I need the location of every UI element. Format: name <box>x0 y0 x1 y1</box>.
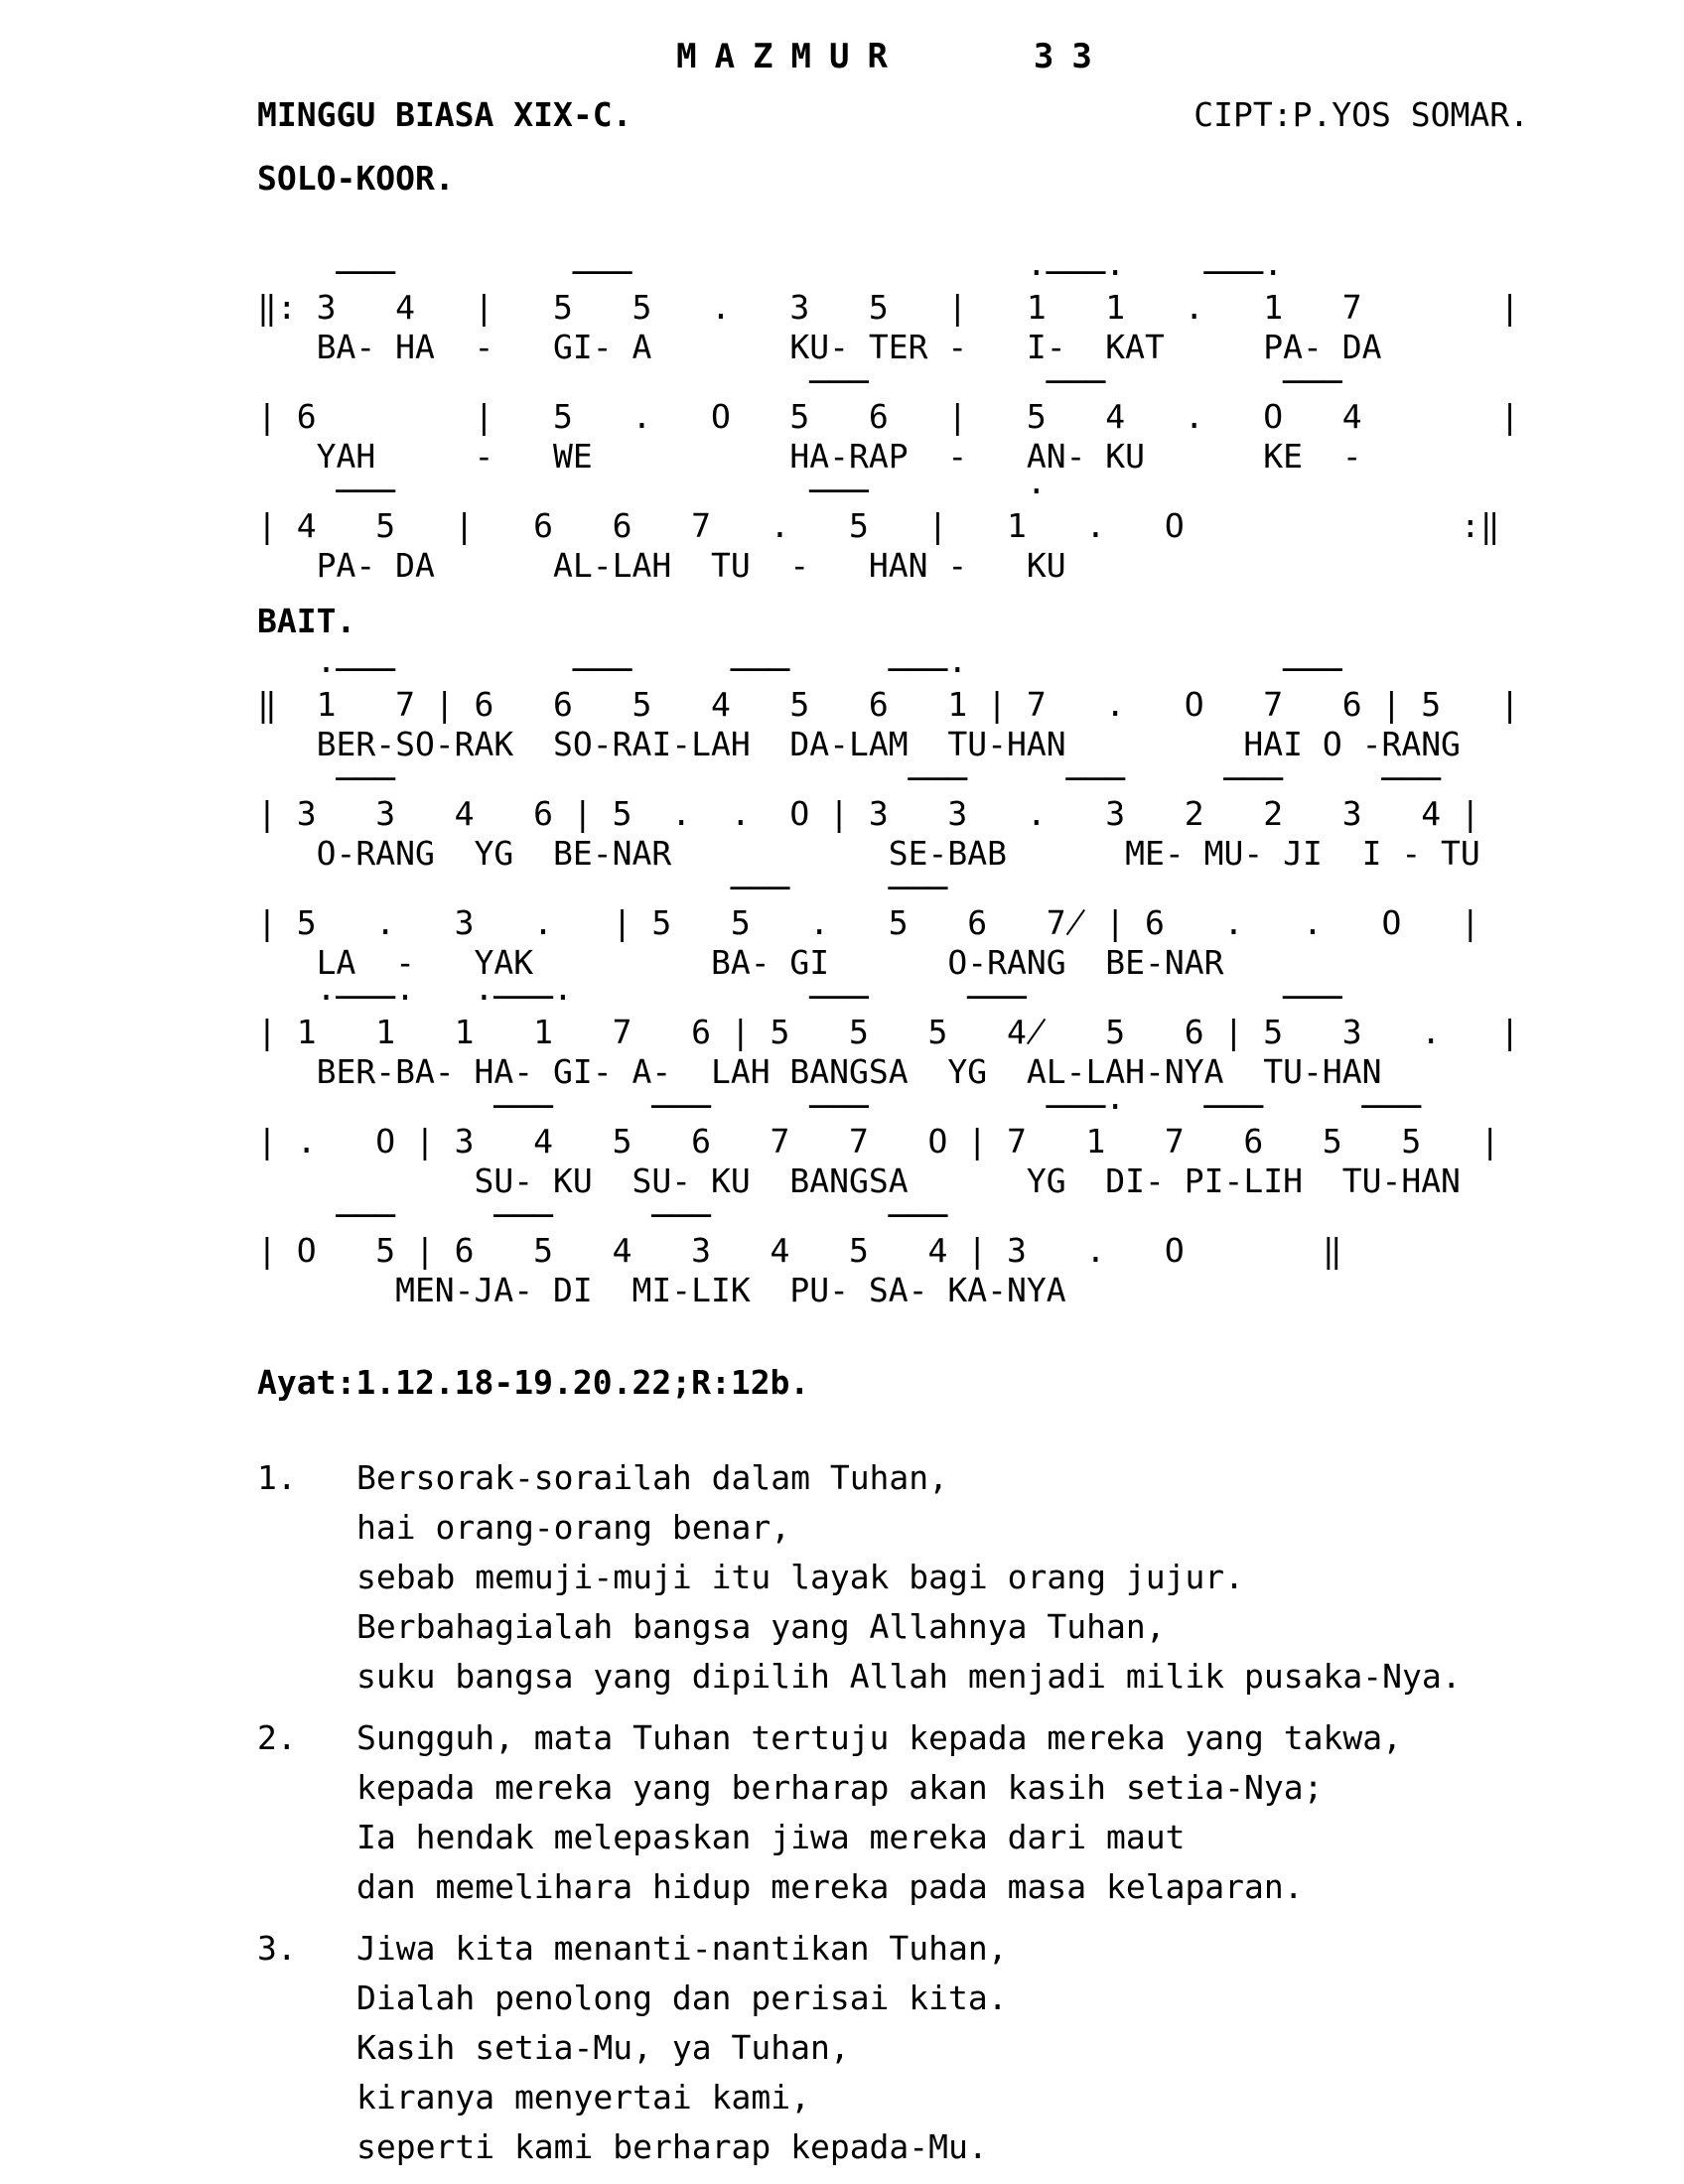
beam-octave-marks-row: ─── ─── ─── <box>257 362 1342 401</box>
verse-line: Berbahagialah bangsa yang Allahnya Tuhan, <box>356 1607 1166 1646</box>
verse-line: kiranya menyertai kami, <box>356 2078 810 2116</box>
music-system-bait-6 <box>257 1196 1529 1310</box>
beam-octave-marks-row: ─── ─── <box>257 869 948 907</box>
beam-octave-marks-row: ─── ─── ·───· ───· <box>257 253 1284 292</box>
number-notation-row: | 5 . 3 . | 5 5 . 5 6 7̸ | 6 . . O | <box>257 903 1480 942</box>
bait-section-label: BAIT. <box>257 602 356 640</box>
number-notation-row: | O 5 | 6 5 4 3 4 5 4 | 3 . O ‖ <box>257 1231 1342 1270</box>
verse-lines <box>356 1713 1529 1912</box>
verse-number: 2. <box>257 1718 297 1757</box>
solo-koor-section-label: SOLO-KOOR. <box>257 159 455 198</box>
verse-3 <box>257 1924 1529 2172</box>
lyrics-row: MEN-JA- DI MI-LIK PU- SA- KA-NYA <box>257 1271 1066 1309</box>
music-system-solo-2 <box>257 362 1529 477</box>
lyrics-row: YAH - WE HA-RAP - AN- KU KE - <box>257 437 1362 476</box>
beam-octave-marks-row: ─── ─── · <box>257 472 1047 510</box>
lyrics-row: BER-SO-RAK SO-RAI-LAH DA-LAM TU-HAN HAI O -RANG <box>257 725 1461 763</box>
verse-number: 1. <box>257 1458 297 1497</box>
beam-octave-marks-row: ─── ─── ─── ───· ─── ─── <box>257 1087 1422 1126</box>
lyrics-row: SU- KU SU- KU BANGSA YG DI- PI-LIH TU-HAN <box>257 1161 1461 1200</box>
beam-octave-marks-row: ─── ─── ─── ─── ─── <box>257 759 1442 798</box>
music-system-solo-3 <box>257 472 1529 586</box>
lyrics-row: BER-BA- HA- GI- A- LAH BANGSA YG AL-LAH-NYA TU-HAN <box>257 1052 1382 1091</box>
music-system-solo-1 <box>257 253 1529 367</box>
number-notation-row: | 1 1 1 1 7 6 | 5 5 5 4̸ 5 6 | 5 3 . | <box>257 1013 1520 1051</box>
music-system-bait-4 <box>257 978 1529 1092</box>
verse-line: suku bangsa yang dipilih Allah menjadi milik pusaka-Nya. <box>356 1657 1462 1696</box>
ayat-reference-label: Ayat:1.12.18-19.20.22;R:12b. <box>257 1363 810 1402</box>
page-title: MAZMUR 33 <box>676 37 1110 76</box>
page-content <box>257 36 1529 2172</box>
lyrics-row: O-RANG YG BE-NAR SE-BAB ME- MU- JI I - TU <box>257 834 1480 873</box>
number-notation-row: | . O | 3 4 5 6 7 7 O | 7 1 7 6 5 5 | <box>257 1122 1500 1160</box>
verse-1 <box>257 1453 1529 1702</box>
number-notation-row: ‖ 1 7 | 6 6 5 4 5 6 1 | 7 . O 7 6 | 5 | <box>257 685 1520 724</box>
number-notation-row: | 4 5 | 6 6 7 . 5 | 1 . O :‖ <box>257 506 1500 545</box>
verse-line: Dialah penolong dan perisai kita. <box>356 1979 1008 2017</box>
verse-line: Kasih setia-Mu, ya Tuhan, <box>356 2028 850 2067</box>
beam-octave-marks-row: ·─── ─── ─── ───· ─── <box>257 650 1342 689</box>
music-system-bait-5 <box>257 1087 1529 1201</box>
verse-line: Sungguh, mata Tuhan tertuju kepada mereka yang takwa, <box>356 1718 1402 1757</box>
verse-line: Bersorak-sorailah dalam Tuhan, <box>356 1458 949 1497</box>
verse-line: hai orang-orang benar, <box>356 1508 791 1547</box>
number-notation-row: | 3 3 4 6 | 5 . . O | 3 3 . 3 2 2 3 4 | <box>257 794 1480 833</box>
verse-2 <box>257 1713 1529 1912</box>
verse-lines <box>356 1453 1529 1702</box>
verse-line: Ia hendak melepaskan jiwa mereka dari maut <box>356 1818 1186 1856</box>
music-system-bait-2 <box>257 759 1529 874</box>
verse-line: seperti kami berharap kepada-Mu. <box>356 2127 988 2166</box>
verse-line: sebab memuji-muji itu layak bagi orang jujur. <box>356 1558 1245 1596</box>
verse-line: Jiwa kita menanti-nantikan Tuhan, <box>356 1929 1008 1968</box>
verse-line: kepada mereka yang berharap akan kasih setia-Nya; <box>356 1768 1324 1807</box>
lyrics-row: PA- DA AL-LAH TU - HAN - KU <box>257 546 1066 585</box>
verse-number: 3. <box>257 1929 297 1968</box>
subtitle-row <box>257 95 1529 135</box>
liturgical-occasion-label: MINGGU BIASA XIX-C. <box>257 95 632 134</box>
composer-credit-label: CIPT:P.YOS SOMAR. <box>1193 95 1529 134</box>
music-system-bait-3 <box>257 869 1529 983</box>
music-system-bait-1 <box>257 650 1529 764</box>
beam-octave-marks-row: ·───· ·───· ─── ─── ─── <box>257 978 1342 1017</box>
beam-octave-marks-row: ─── ─── ─── ─── <box>257 1196 948 1235</box>
verse-lines <box>356 1924 1529 2172</box>
lyrics-row: LA - YAK BA- GI O-RANG BE-NAR <box>257 943 1224 982</box>
lyrics-row: BA- HA - GI- A KU- TER - I- KAT PA- DA <box>257 328 1382 366</box>
verse-line: dan memelihara hidup mereka pada masa kelaparan. <box>356 1867 1304 1906</box>
number-notation-row: | 6 | 5 . O 5 6 | 5 4 . O 4 | <box>257 397 1520 436</box>
number-notation-row: ‖: 3 4 | 5 5 . 3 5 | 1 1 . 1 7 | <box>257 288 1520 327</box>
